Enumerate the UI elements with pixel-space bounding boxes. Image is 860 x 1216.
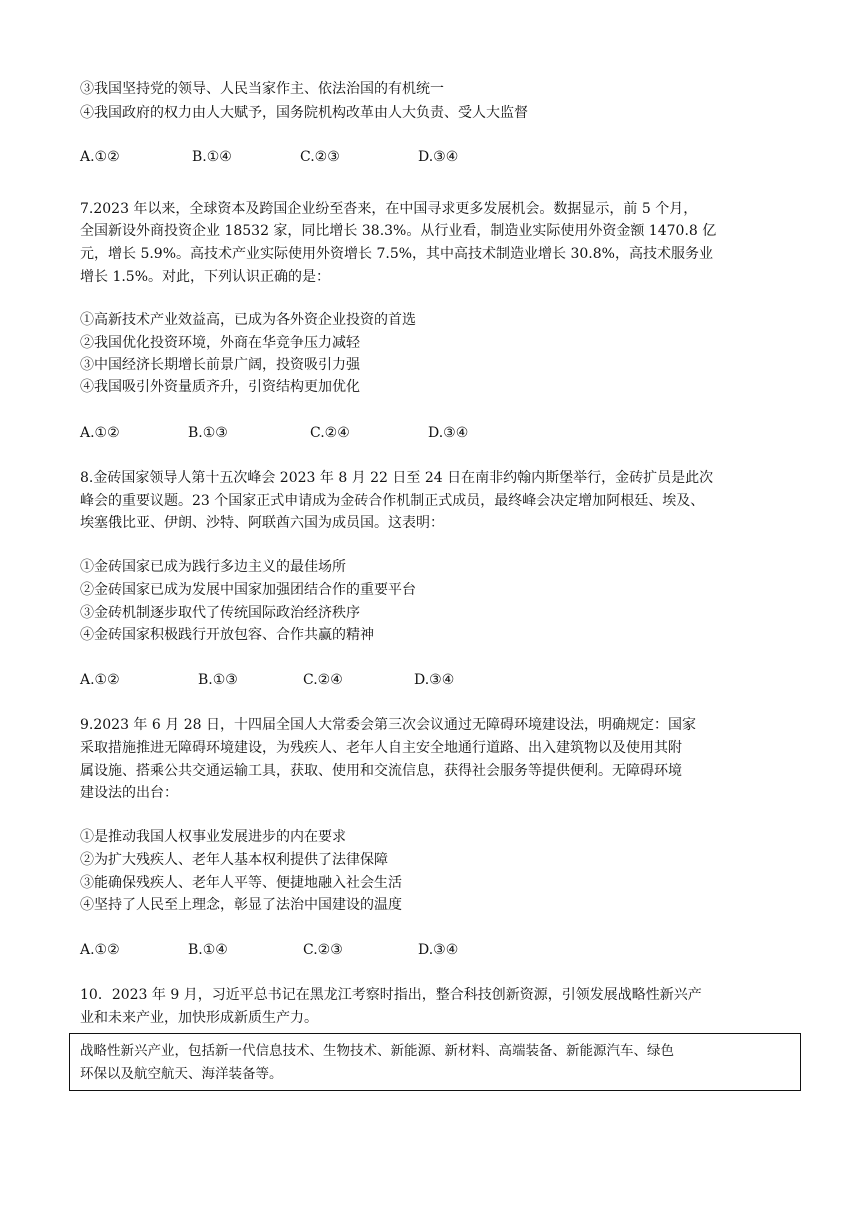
q7-stem-line-4: 增长 1.5%。对此，下列认识正确的是： — [80, 269, 331, 285]
q8-option-c: C.②④ — [303, 672, 343, 688]
q7-option-c: C.②④ — [310, 425, 350, 441]
q9-stem-line-4: 建设法的出台： — [80, 785, 178, 801]
q9-item-2: ②为扩大残疾人、老年人基本权利提供了法律保障 — [80, 852, 388, 868]
q8-item-3: ③金砖机制逐步取代了传统国际政治经济秩序 — [80, 605, 360, 621]
q7-item-1: ①高新技术产业效益高，已成为各外资企业投资的首选 — [80, 312, 416, 328]
q6-option-a: A.①② — [80, 149, 120, 165]
q8-option-a: A.①② — [80, 672, 120, 688]
q10-material-box — [69, 1033, 801, 1091]
q7-item-4: ④我国吸引外资量质齐升，引资结构更加优化 — [80, 379, 360, 395]
q7-item-2: ②我国优化投资环境，外商在华竞争压力减轻 — [80, 335, 360, 351]
q6-option-b: B.①④ — [192, 149, 232, 165]
q7-item-3: ③中国经济长期增长前景广阔，投资吸引力强 — [80, 357, 360, 373]
q9-option-c: C.②③ — [303, 942, 343, 958]
q9-item-1: ①是推动我国人权事业发展进步的内在要求 — [80, 829, 346, 845]
q10-box-line-2: 环保以及航空航天、海洋装备等。 — [80, 1066, 283, 1082]
q7-stem-line-2: 全国新设外商投资企业 18532 家，同比增长 38.3%。从行业看，制造业实际使用外资金额 1470.8 亿 — [80, 223, 717, 239]
q9-stem-line-1: 9.2023 年 6 月 28 日，十四届全国人大常委会第三次会议通过无障碍环境建设法，明确规定：国家 — [80, 717, 696, 733]
q9-option-b: B.①④ — [188, 942, 228, 958]
q8-item-1: ①金砖国家已成为践行多边主义的最佳场所 — [80, 559, 346, 575]
q8-option-b: B.①③ — [198, 672, 238, 688]
q7-option-b: B.①③ — [188, 425, 228, 441]
q10-box-line-1: 战略性新兴产业，包括新一代信息技术、生物技术、新能源、新材料、高端装备、新能源汽车、绿色 — [80, 1043, 674, 1059]
q8-stem-line-2: 峰会的重要议题。23 个国家正式申请成为金砖合作机制正式成员，最终峰会决定增加阿根廷、埃及、 — [80, 493, 705, 509]
q7-option-a: A.①② — [80, 425, 120, 441]
q8-stem-line-1: 8.金砖国家领导人第十五次峰会 2023 年 8 月 22 日至 24 日在南非约翰内斯堡举行，金砖扩员是此次 — [80, 470, 714, 486]
q9-option-a: A.①② — [80, 942, 120, 958]
q6-item-4: ④我国政府的权力由人大赋予，国务院机构改革由人大负责、受人大监督 — [80, 105, 528, 121]
q7-stem-line-1: 7.2023 年以来，全球资本及跨国企业纷至沓来，在中国寻求更多发展机会。数据显示，前 5 个月， — [80, 201, 698, 217]
q6-option-d: D.③④ — [418, 149, 459, 165]
q7-stem-line-3: 元，增长 5.9%。高技术产业实际使用外资增长 7.5%，其中高技术制造业增长 30.8%，高技术服务业 — [80, 246, 713, 262]
q7-option-d: D.③④ — [428, 425, 469, 441]
q10-stem-line-1: 10．2023 年 9 月，习近平总书记在黑龙江考察时指出，整合科技创新资源，引领发展战略性新兴产 — [80, 987, 702, 1003]
q8-stem-line-3: 埃塞俄比亚、伊朗、沙特、阿联酋六国为成员国。这表明： — [80, 515, 444, 531]
q9-stem-line-2: 采取措施推进无障碍环境建设，为残疾人、老年人自主安全地通行道路、出入建筑物以及使用其附 — [80, 740, 682, 756]
q9-item-3: ③能确保残疾人、老年人平等、便捷地融入社会生活 — [80, 875, 402, 891]
q6-item-3: ③我国坚持党的领导、人民当家作主、依法治国的有机统一 — [80, 81, 444, 97]
q9-stem-line-3: 属设施、搭乘公共交通运输工具，获取、使用和交流信息，获得社会服务等提供便利。无障碍环境 — [80, 763, 682, 779]
q8-item-4: ④金砖国家积极践行开放包容、合作共赢的精神 — [80, 627, 374, 643]
q6-option-c: C.②③ — [300, 149, 340, 165]
q9-item-4: ④坚持了人民至上理念，彰显了法治中国建设的温度 — [80, 897, 402, 913]
q8-item-2: ②金砖国家已成为发展中国家加强团结合作的重要平台 — [80, 582, 416, 598]
q8-option-d: D.③④ — [414, 672, 455, 688]
q9-option-d: D.③④ — [418, 942, 459, 958]
q10-stem-line-2: 业和未来产业，加快形成新质生产力。 — [80, 1010, 318, 1026]
